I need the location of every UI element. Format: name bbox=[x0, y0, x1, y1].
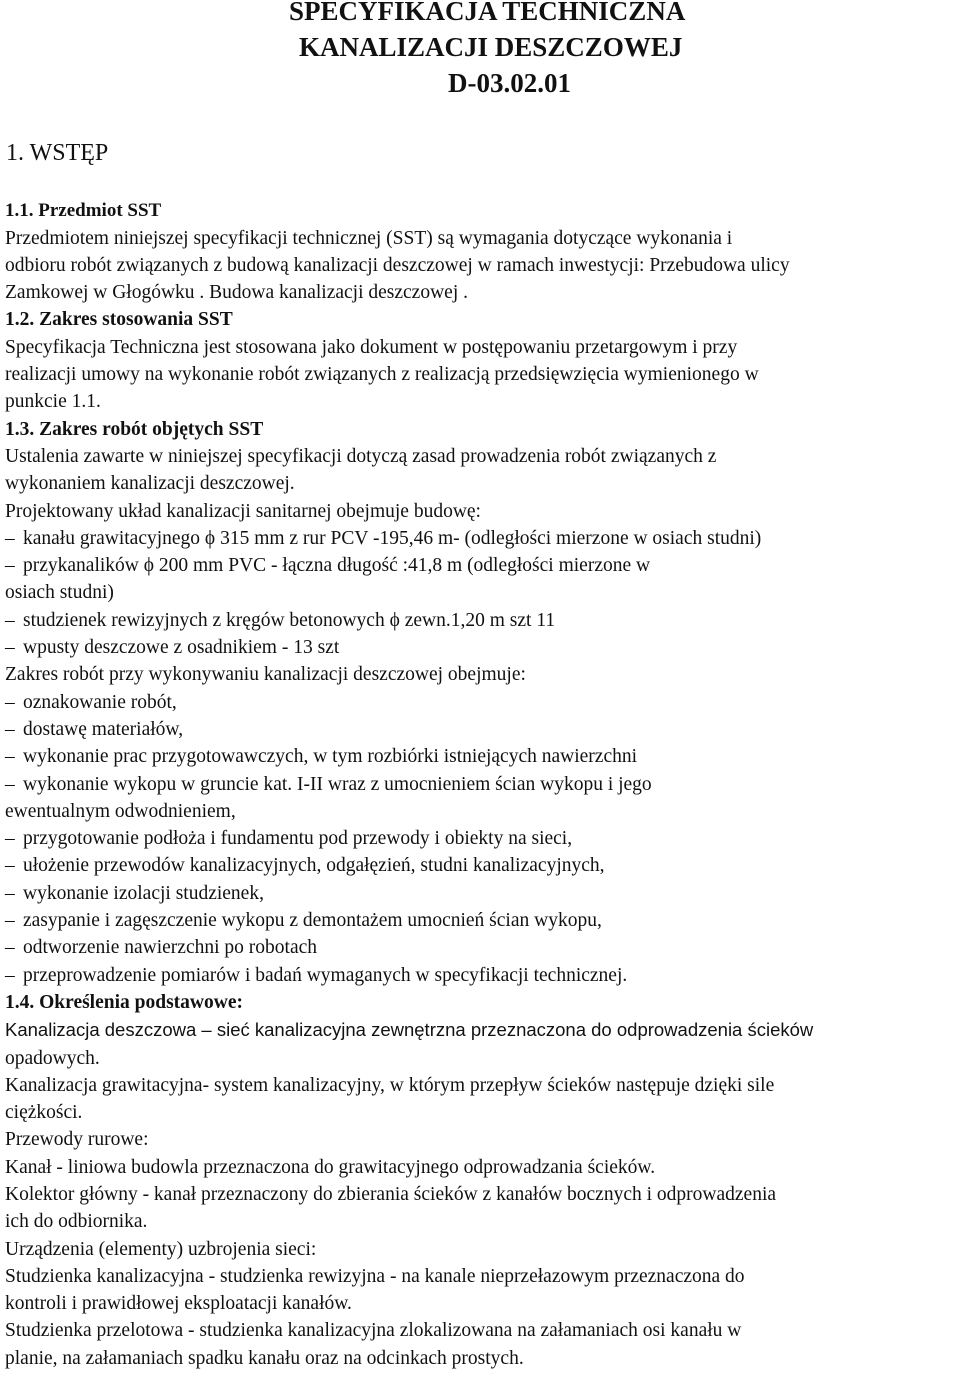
list-item bbox=[5, 907, 955, 934]
zakres-item-1: oznakowanie robót, bbox=[23, 691, 177, 713]
def-kolektor-line-1: Kolektor główny - kanał przeznaczony do zbierania ścieków z kanałów bocznych i odprowadzenia bbox=[5, 1183, 777, 1205]
list-item bbox=[5, 934, 955, 961]
zakres-item-9: odtworzenie nawierzchni po robotach bbox=[23, 937, 318, 959]
def-studzienka-kanalizacyjna-line-1: Studzienka kanalizacyjna - studzienka rewizyjna - na kanale nieprzełazowym przeznaczona do bbox=[5, 1265, 745, 1287]
zakres-item-2: dostawę materiałów, bbox=[23, 718, 184, 740]
dash-bullet: – bbox=[5, 828, 15, 850]
dash-bullet: – bbox=[5, 964, 15, 986]
dash-bullet: – bbox=[5, 527, 15, 549]
zakres-item-10: przeprowadzenie pomiarów i badań wymaganych w specyfikacji technicznej. bbox=[23, 964, 628, 986]
s11-line-3: Zamkowej w Głogówku . Budowa kanalizacji deszczowej . bbox=[5, 282, 468, 304]
zakres-item-6: ułożenie przewodów kanalizacyjnych, odgałęzień, studni kanalizacyjnych, bbox=[23, 855, 605, 877]
def-kanalizacja-deszczowa-line-2: opadowych. bbox=[5, 1047, 100, 1069]
projekt-item-2: przykanalików ϕ 200 mm PVC - łączna długość :41,8 m (odległości mierzone w bbox=[23, 555, 651, 577]
list-item bbox=[5, 607, 955, 634]
dash-bullet: – bbox=[5, 609, 15, 631]
def-studzienka-kanalizacyjna-line-2: kontroli i prawidłowej eksploatacji kanałów. bbox=[5, 1293, 352, 1315]
dash-bullet: – bbox=[5, 882, 15, 904]
list-item bbox=[5, 962, 955, 989]
s13-line-1: Ustalenia zawarte w niniejszej specyfikacji dotyczą zasad prowadzenia robót związanych z bbox=[5, 445, 717, 467]
def-kanalizacja-grawitacyjna-line-2: ciężkości. bbox=[5, 1102, 83, 1124]
def-studzienka-przelotowa-line-1: Studzienka przelotowa - studzienka kanalizacyjna zlokalizowana na załamaniach osi kanału w bbox=[5, 1320, 742, 1342]
s12-line-1: Specyfikacja Techniczna jest stosowana jako dokument w postępowaniu przetargowym i przy bbox=[5, 336, 738, 358]
dash-bullet: – bbox=[5, 691, 15, 713]
document-body bbox=[5, 198, 955, 1372]
dash-bullet: – bbox=[5, 555, 15, 577]
dash-bullet: – bbox=[5, 718, 15, 740]
dash-bullet: – bbox=[5, 855, 15, 877]
projekt-intro: Projektowany układ kanalizacji sanitarnej obejmuje budowę: bbox=[5, 500, 481, 522]
list-item bbox=[5, 825, 955, 852]
heading-1-4 bbox=[5, 989, 955, 1016]
list-item bbox=[5, 552, 955, 579]
s12-line-2: realizacji umowy na wykonanie robót związanych z realizacją przedsięwzięcia wymienionego w bbox=[5, 364, 759, 386]
zakres-item-8: zasypanie i zagęszczenie wykopu z demontażem umocnień ścian wykopu, bbox=[23, 910, 602, 932]
dash-bullet: – bbox=[5, 746, 15, 768]
list-item bbox=[5, 525, 955, 552]
list-item bbox=[5, 634, 955, 661]
title-line-1: SPECYFIKACJA TECHNICZNA bbox=[289, 0, 686, 26]
zakres-item-4: wykonanie wykopu w gruncie kat. I-II wraz z umocnieniem ścian wykopu i jego bbox=[23, 773, 652, 795]
def-urzadzenia: Urządzenia (elementy) uzbrojenia sieci: bbox=[5, 1238, 317, 1260]
zakres-item-4-cont: ewentualnym odwodnieniem, bbox=[5, 800, 236, 822]
projekt-item-4: wpusty deszczowe z osadnikiem - 13 szt bbox=[23, 637, 340, 659]
heading-1-4-number: 1.4. bbox=[5, 991, 35, 1013]
section-heading-wstep: 1. WSTĘP bbox=[6, 140, 109, 166]
def-kanal: Kanał - liniowa budowla przeznaczona do grawitacyjnego odprowadzania ścieków. bbox=[5, 1156, 656, 1178]
zakres-item-5: przygotowanie podłoża i fundamentu pod przewody i obiekty na sieci, bbox=[23, 828, 573, 850]
list-item bbox=[5, 880, 955, 907]
zakres-item-7: wykonanie izolacji studzienek, bbox=[23, 882, 264, 904]
dash-bullet: – bbox=[5, 637, 15, 659]
list-item bbox=[5, 716, 955, 743]
zakres-intro: Zakres robót przy wykonywaniu kanalizacji deszczowej obejmuje: bbox=[5, 664, 526, 686]
list-item bbox=[5, 743, 955, 770]
list-item bbox=[5, 852, 955, 879]
projekt-item-2-cont: osiach studni) bbox=[5, 582, 114, 604]
list-item bbox=[5, 771, 955, 798]
heading-1-2-number: 1.2. bbox=[5, 309, 35, 331]
heading-1-2 bbox=[5, 306, 955, 333]
list-item bbox=[5, 689, 955, 716]
zakres-item-3: wykonanie prac przygotowawczych, w tym rozbiórki istniejących nawierzchni bbox=[23, 746, 638, 768]
def-studzienka-przelotowa-line-2: planie, na załamaniach spadku kanału oraz na odcinkach prostych. bbox=[5, 1347, 524, 1369]
s11-line-2: odbioru robót związanych z budową kanalizacji deszczowej w ramach inwestycji: Przebudowa ulicy bbox=[5, 254, 790, 276]
heading-1-2-text: Zakres stosowania SST bbox=[39, 309, 233, 331]
heading-1-3-text: Zakres robót objętych SST bbox=[39, 418, 264, 440]
projekt-item-3: studzienek rewizyjnych z kręgów betonowych ϕ zewn.1,20 m szt 11 bbox=[23, 609, 556, 631]
dash-bullet: – bbox=[5, 773, 15, 795]
title-line-2: KANALIZACJI DESZCZOWEJ bbox=[299, 32, 683, 62]
dash-bullet: – bbox=[5, 910, 15, 932]
def-kanalizacja-deszczowa-line-1: Kanalizacja deszczowa – sieć kanalizacyjna zewnętrzna przeznaczona do odprowadzenia ścieków bbox=[5, 1019, 814, 1041]
dash-bullet: – bbox=[5, 937, 15, 959]
s11-line-1: Przedmiotem niniejszej specyfikacji technicznej (SST) są wymagania dotyczące wykonania i bbox=[5, 227, 733, 249]
heading-1-3 bbox=[5, 416, 955, 443]
heading-1-1: 1.1. Przedmiot SST bbox=[5, 200, 162, 221]
heading-1-4-text: Określenia podstawowe: bbox=[39, 991, 243, 1013]
projekt-item-1: kanału grawitacyjnego ϕ 315 mm z rur PCV -195,46 m- (odległości mierzone w osiach studni) bbox=[23, 527, 762, 549]
def-kanalizacja-grawitacyjna-line-1: Kanalizacja grawitacyjna- system kanalizacyjny, w którym przepływ ścieków następuje dzięki sile bbox=[5, 1074, 775, 1096]
heading-1-3-number: 1.3. bbox=[5, 418, 35, 440]
def-kolektor-line-2: ich do odbiornika. bbox=[5, 1211, 148, 1233]
def-przewody-rurowe: Przewody rurowe: bbox=[5, 1129, 149, 1151]
s12-line-3: punkcie 1.1. bbox=[5, 391, 101, 413]
title-line-3: D-03.02.01 bbox=[448, 68, 571, 98]
s13-line-2: wykonaniem kanalizacji deszczowej. bbox=[5, 473, 295, 495]
